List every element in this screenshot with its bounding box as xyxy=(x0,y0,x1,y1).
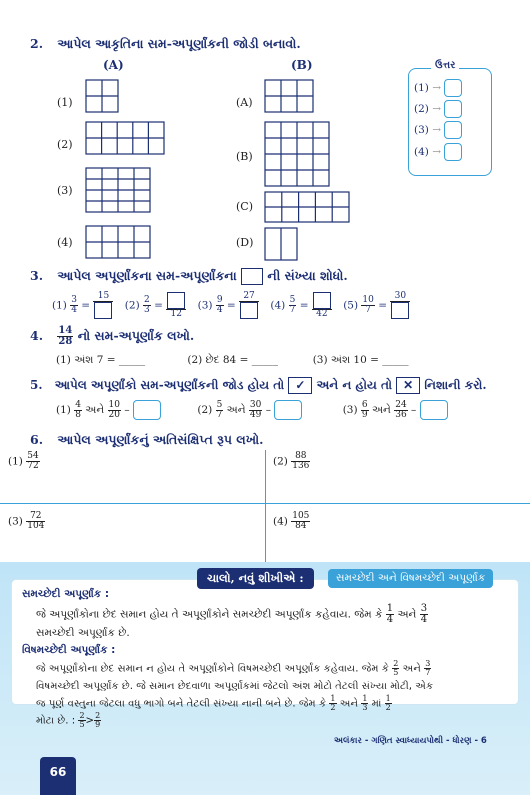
figure-d-grid xyxy=(265,228,297,260)
q3-answer-box-2[interactable] xyxy=(167,292,185,309)
answer-box-1[interactable] xyxy=(444,79,462,97)
q4-item-2: (2) છેદ 84 = _____ xyxy=(187,354,278,366)
answer-label-4: (4) xyxy=(414,146,429,158)
answer-row-4 xyxy=(414,143,462,161)
arrow-icon: → xyxy=(432,146,442,158)
learn-heading-1: સમચ્છેદી અપૂર્ણાંક : xyxy=(22,588,110,600)
answer-row-3 xyxy=(414,121,462,139)
figure-b-grid xyxy=(265,122,329,186)
q3-heading xyxy=(30,268,348,285)
q3-item-5: (5) $\frac{10}{7}$ = 30 xyxy=(343,292,410,319)
q5-item-2: (2) $\frac{5}{7}$ અને $\frac{30}{49}$ – xyxy=(197,400,339,420)
figure-2-grid xyxy=(86,122,164,154)
q6-item-4: (4) $\frac{105}{84}$ xyxy=(273,511,310,531)
q5-item-3: (3) $\frac{6}{9}$ અને $\frac{24}{36}$ – xyxy=(343,404,448,416)
q3-answer-box-5[interactable] xyxy=(391,302,409,319)
answer-box-3[interactable] xyxy=(444,121,462,139)
q3-item-4: (4) $\frac{5}{7}$ = 42 xyxy=(270,292,331,319)
q6-heading xyxy=(30,432,263,448)
learn-banner: ચાલો, નવું શીખીએ : xyxy=(197,568,314,589)
q4-item-1: (1) અંશ 7 = _____ xyxy=(56,354,146,366)
q6-horizontal-divider xyxy=(0,503,530,504)
q2-col-b: (B) xyxy=(291,58,313,72)
q5-answer-box-2[interactable] xyxy=(274,400,302,420)
q5-answer-box-1[interactable] xyxy=(133,400,161,420)
figure-3-grid xyxy=(86,168,150,212)
arrow-icon: → xyxy=(432,124,442,136)
answer-row-1 xyxy=(414,79,462,97)
q3-title-b: ની સંખ્યા શોધો. xyxy=(267,268,348,283)
figure-4-grid xyxy=(86,226,150,258)
q2-left-label-3: (3) xyxy=(57,184,73,197)
q5-number: 5. xyxy=(30,378,43,392)
q6-vertical-divider xyxy=(265,450,266,562)
q3-answer-box-1[interactable] xyxy=(94,302,112,319)
cross-icon: ✕ xyxy=(396,377,420,394)
q5-item-1: (1) $\frac{4}{8}$ અને $\frac{10}{20}$ – xyxy=(56,400,194,420)
q3-number: 3. xyxy=(30,268,44,283)
answer-panel-title: ઉત્તર xyxy=(431,60,459,71)
q6-item-3: (3) $\frac{72}{104}$ xyxy=(8,511,45,531)
q3-items xyxy=(52,292,418,319)
figure-c-grid xyxy=(265,192,349,222)
q3-item-1: (1) $\frac{3}{4}$ = 15 xyxy=(52,292,113,319)
q4-item-3: (3) અંશ 10 = _____ xyxy=(312,354,409,366)
figure-a-grid xyxy=(265,80,313,112)
arrow-icon: → xyxy=(432,82,442,94)
answer-label-3: (3) xyxy=(414,124,429,136)
page-number: 66 xyxy=(49,765,67,779)
q3-item-3: (3) $\frac{9}{4}$ = 27 xyxy=(198,292,259,319)
q5-title-c: નિશાની કરો. xyxy=(424,378,487,392)
q6-title: આપેલ અપૂર્ણાંકનું અતિસંક્ષિપ્ત રૂપ લખો. xyxy=(57,432,264,447)
answer-label-1: (1) xyxy=(414,82,429,94)
q3-title-a: આપેલ અપૂર્ણાંકના સમ-અપૂર્ણાંકના xyxy=(57,268,237,283)
q2-left-label-2: (2) xyxy=(57,138,73,151)
q4-title: નો સમ-અપૂર્ણાંક લખો. xyxy=(77,328,195,343)
q5-title-b: અને ન હોય તો xyxy=(316,378,392,392)
tick-icon: ✓ xyxy=(288,377,312,394)
q4-items xyxy=(56,354,409,367)
answer-box-2[interactable] xyxy=(444,100,462,118)
q5-heading xyxy=(30,377,487,394)
figure-1-grid xyxy=(86,80,118,112)
learn-paragraph-1: જે અપૂર્ણાંકોના છેદ સમાન હોય તે અપૂર્ણાંકોને સમચ્છેદી અપૂર્ણાંક કહેવાય. જેમ કે $\frac{1}{4}$ અને $\frac{3}{4}$ સમચ્છેદી અપૂર્ણાંક છે. xyxy=(36,603,428,639)
learn-heading-2: વિષમચ્છેદી અપૂર્ણાંક : xyxy=(22,644,116,656)
q2-right-label-a: (A) xyxy=(236,96,253,109)
q6-item-1: (1) $\frac{54}{72}$ xyxy=(8,451,39,471)
learn-tag: સમચ્છેદી અને વિષમચ્છેદી અપૂર્ણાંક xyxy=(328,569,493,588)
blank-box-icon xyxy=(241,268,263,285)
q5-title-a: આપેલ અપૂર્ણાંકો સમ-અપૂર્ણાંકની જોડ હોય તો xyxy=(54,378,285,392)
q4-number: 4. xyxy=(30,328,44,343)
q3-answer-box-3[interactable] xyxy=(240,302,258,319)
q2-title: આપેલ આકૃતિના સમ-અપૂર્ણાંકની જોડી બનાવો. xyxy=(57,36,301,51)
learn-paragraph-2: જે અપૂર્ણાંકોના છેદ સમાન ન હોય તે અપૂર્ણાંકોને વિષમચ્છેદી અપૂર્ણાંક કહેવાય. જેમ કે $\frac{2}{5}$ અને $\frac{3}{7}$ વિષમચ્છેદી અપૂર્ણાંક છે. જે સમાન છેદવાળા અપૂર્ણાંકમાં જેટલો અંશ મોટો તેટલી સંખ્યા મોટી, એક જ પૂર્ણ વસ્તુના જેટલા વધુ ભાગો બને તેટલી સંખ્યા નાની બને છે. જેમ કે $\frac{1}{2}$ અને $\frac{1}{3}$ માં $\frac{1}{2}$ મોટા છે. : $\frac{2}{5}$ > $\frac{2}{9}$ xyxy=(36,659,434,729)
q2-left-label-4: (4) xyxy=(57,236,73,249)
q3-answer-box-4[interactable] xyxy=(313,292,331,309)
arrow-icon: → xyxy=(432,103,442,115)
q6-item-2: (2) $\frac{88}{136}$ xyxy=(273,451,310,471)
q5-answer-box-3[interactable] xyxy=(420,400,448,420)
q3-item-2: (2) $\frac{2}{3}$ = 12 xyxy=(125,292,186,319)
q2-right-label-c: (C) xyxy=(236,200,253,213)
footer-text: અલંકાર - ગણિત સ્વાધ્યાયપોથી - ધોરણ - 6 xyxy=(334,736,487,746)
q2-number: 2. xyxy=(30,36,44,51)
q4-fraction: $\frac{14}{28}$ xyxy=(58,325,73,347)
answer-box-4[interactable] xyxy=(444,143,462,161)
answer-label-2: (2) xyxy=(414,103,429,115)
answer-row-2 xyxy=(414,100,462,118)
q4-heading xyxy=(30,326,194,347)
q6-number: 6. xyxy=(30,432,44,447)
q2-right-label-b: (B) xyxy=(236,150,253,163)
q2-col-a: (A) xyxy=(103,58,124,72)
q2-left-label-1: (1) xyxy=(57,96,73,109)
q5-items xyxy=(56,400,448,420)
q2-right-label-d: (D) xyxy=(236,236,254,249)
